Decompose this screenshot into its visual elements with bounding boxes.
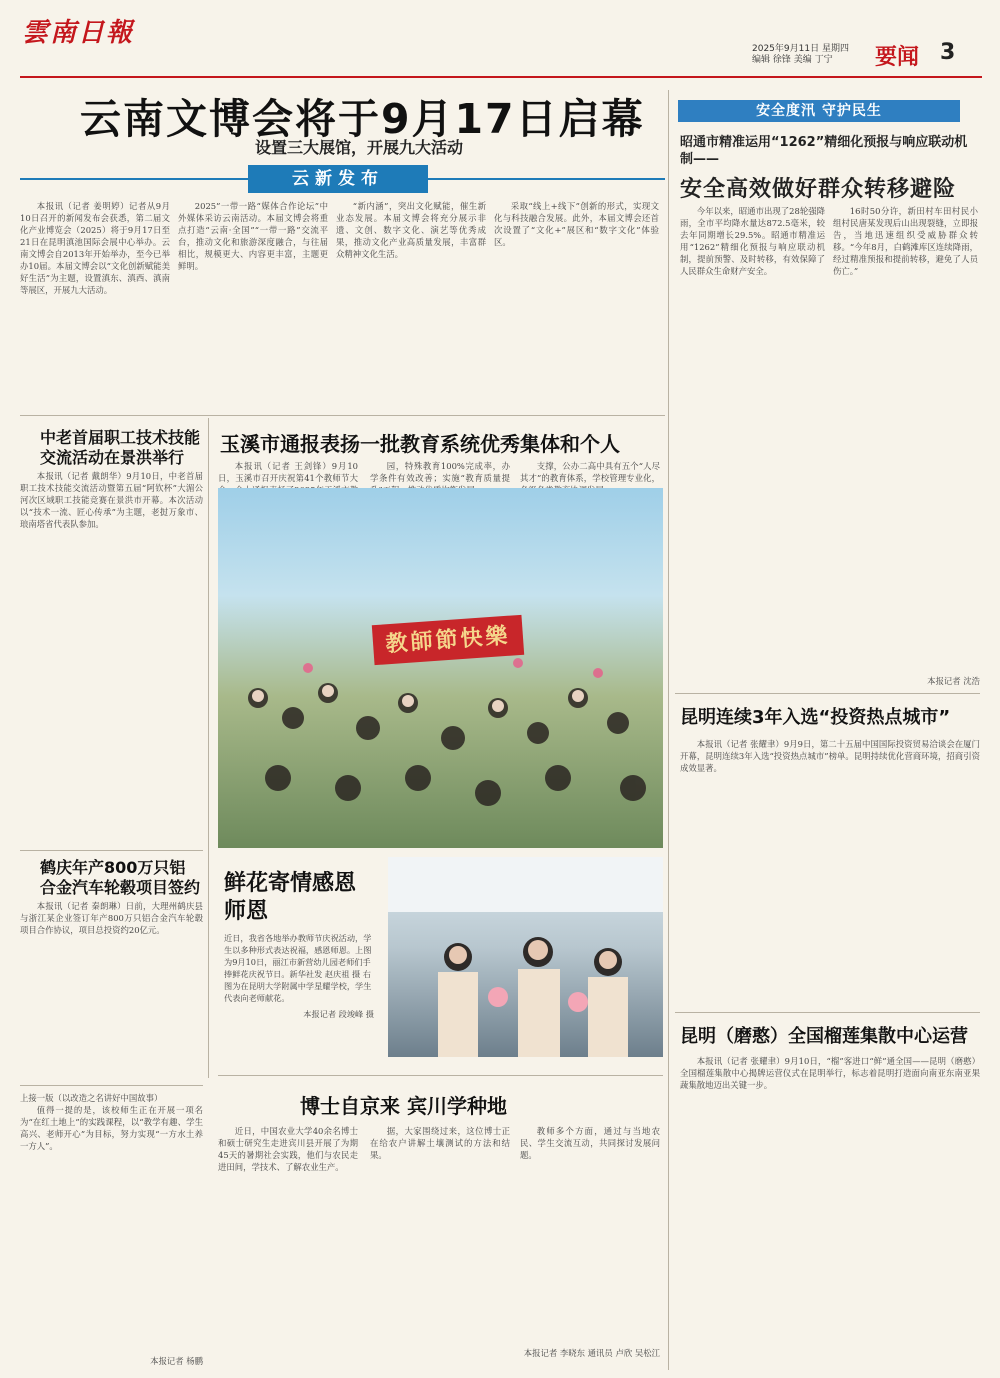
bottom-center-column-3: 教师多个方面，通过与当地农民、学生交流互动，共同探讨发展问题。 <box>520 1126 660 1160</box>
right-byline: 本报记者 沈浩 <box>927 676 980 686</box>
left-article-1-body: 本报讯（记者 戴朗华）9月10日，中老首届职工技术技能交流活动暨第五届“阿钦杯”大湄公河次区域职工技能竞赛在景洪市开幕。本次活动以“技术一流、匠心传承”为主题，老挝万象市、琅南塔省代表队参加。 <box>20 471 203 529</box>
ceremony-illustration <box>388 857 663 1057</box>
lead-subtitle: 设置三大展馆，开展九大活动 <box>255 138 464 157</box>
lead-title: 云南文博会将于9月17日启幕 <box>80 95 645 143</box>
masthead-rule <box>20 76 982 78</box>
right-bottom-title: 昆明（磨憨）全国榴莲集散中心运营 <box>680 1026 968 1047</box>
left-article-3-note: 上接一版（以改造之名讲好中国故事） <box>20 1093 163 1103</box>
photo-byline: 本报记者 段竣峰 摄 <box>303 1009 374 1019</box>
issue-date: 2025年9月11日 星期四 <box>752 44 849 54</box>
lead-column-3: “新内涵”，突出文化赋能，催生新业态发展。本届文博会将充分展示非遗、文创、数字文化、演艺等优秀成果，推动文化产业高质量发展，丰富群众精神文化生活。 <box>336 201 486 259</box>
left-article-1-title: 中老首届职工技术技能交流活动在景洪举行 <box>40 428 201 467</box>
mid-column-1: 本报讯（记者 王剑锋）9月10日，玉溪市召开庆祝第41个教师节大 <box>218 461 358 483</box>
issue-editor: 编辑 徐锋 美编 丁宁 <box>752 55 833 65</box>
bottom-center-title: 博士自京来 宾川学种地 <box>300 1094 507 1118</box>
page-number: 3 <box>940 40 956 65</box>
right-banner: 安全度汛 守护民生 <box>678 100 960 122</box>
right-mid-title: 昆明连续3年入选“投资热点城市” <box>680 707 951 728</box>
right-title: 安全高效做好群众转移避险 <box>680 177 957 202</box>
lead-column-1: 本报讯（记者 姜明婷）记者从9月10日召开的新闻发布会获悉，第二届文化产业博览会（2025）将于9月17日至21日在昆明滇池国际会展中心举办。云南文博会自2013年开始举办，至今已举办10届。本届文博会以“文化创新赋能美好生活”为主题，设置滇东、滇西、滇南等展区，开展九大活动。 <box>20 201 170 295</box>
photo-caption-text: 近日，我省各地举办教师节庆祝活动，学生以多种形式表达祝福，感恩师恩。上图为9月10日，丽江市新营幼儿园老师们手捧鲜花庆祝节日。新华社发 赵庆祖 摄 右图为在昆明大学附属中学星耀学校，学生代表向老师献花。 <box>224 933 372 1003</box>
left-article-3-byline: 本报记者 杨鹏 <box>150 1356 203 1366</box>
newspaper-logo: 雲南日報 <box>22 18 135 48</box>
bottom-center-rule <box>218 1075 663 1076</box>
lead-bottom-rule <box>20 415 665 416</box>
right-kicker: 昭通市精准运用“1262”精细化预报与响应联动机制—— <box>680 135 968 167</box>
right-column-2: 16时50分许，新田村车田村民小组村民唐某发现后山出现裂缝，立即报告，当地迅速组织受威胁群众转移。“今年8月，白鹤滩库区连续降雨，经过精准预报和提前转移，避免了人员伤亡。” <box>833 206 978 276</box>
mid-column-2: 园，特殊教育100%完成率，办学条件有效改善；实施“教育质量提 <box>370 461 510 483</box>
right-rule-2 <box>675 1012 980 1013</box>
mid-column-3: 支撑，公办二高中具有五个“人尽其才”的教育体系，学校管理专业化， <box>520 461 660 483</box>
ribbon-label: 云新发布 <box>248 165 428 193</box>
photo-caption <box>224 870 374 1058</box>
column-divider-left <box>208 418 209 1078</box>
section-name: 要闻 <box>875 45 920 70</box>
bottom-center-column-1: 近日，中国农业大学40余名博士和硕士研究生走进宾川县开展了为期45天的暑期社会实践，他们与农民走进田间，学技术、了解农业生产。 <box>218 1126 358 1172</box>
bottom-center-column-2: 据，大家围绕过来，这位博士正在给农户讲解土壤测试的方法和结果。 <box>370 1126 510 1160</box>
crowd-illustration <box>218 488 663 848</box>
right-column-1: 今年以来，昭通市出现了28轮强降雨，全市平均降水量达872.5毫米，较去年同期增长29.5%。昭通市精准运用“1262”精细化预报与响应联动机制，提前预警、及时转移，有效保障了人民群众生命财产安全。 <box>680 206 825 276</box>
issue-info <box>752 44 849 66</box>
right-rule-1 <box>675 693 980 694</box>
left-rule-2 <box>20 1085 203 1086</box>
school-ceremony-photo <box>388 857 663 1057</box>
lead-column-4: 采取“线上+线下”创新的形式，实现文化与科技融合发展。此外，本届文博会还首次设置了“文化+”展区和“数字文化”体验区。 <box>494 201 659 247</box>
left-rule-1 <box>20 850 203 851</box>
mid-title: 玉溪市通报表扬一批教育系统优秀集体和个人 <box>220 432 620 456</box>
right-mid-body: 本报讯（记者 张耀聿）9月9日，第二十五届中国国际投资贸易洽谈会在厦门开幕，昆明连续3年入选“投资热点城市”榜单。昆明持续优化营商环境，招商引资成效显著。 <box>680 739 980 773</box>
photo-caption-title: 鲜花寄情感恩师恩 <box>224 871 357 924</box>
teachers-day-photo <box>218 488 663 848</box>
bottom-center-byline: 本报记者 李晓东 通讯员 卢欣 吴松江 <box>523 1348 660 1358</box>
right-bottom-body: 本报讯（记者 张耀聿）9月10日，“榴”客进口“鲜”通全国——昆明（磨憨）全国榴莲集散中心揭牌运营仪式在昆明举行，标志着昆明打造面向南亚东南亚果蔬集散地迈出关键一步。 <box>680 1056 980 1090</box>
lead-column-2: 2025”一带一路“媒体合作论坛”中外媒体采访云南活动。本届文博会将重点打造“云南·全国”“一带一路”交流平台，推动文化和旅游深度融合，与往届相比，规模更大、内容更丰富，主题更鲜明。 <box>178 201 328 271</box>
left-article-2-title: 鹤庆年产800万只铝合金汽车轮毂项目签约 <box>40 858 201 897</box>
left-article-2-body: 本报讯（记者 秦朗琳）日前，大理州鹤庆县与浙江某企业签订年产800万只铝合金汽车轮毂项目合作协议，项目总投资约20亿元。 <box>20 901 203 935</box>
masthead <box>0 0 1000 70</box>
column-divider-right <box>668 90 669 1370</box>
teachers-day-banner: 教師節快樂 <box>372 615 524 665</box>
left-article-3-body: 上接一版（以改造之名讲好中国故事） 值得一提的是，该校师生正在开展一项名为“在红土地上”的实践课程，以“教学有趣、学生高兴、老师开心”为目标，努力实现“一方水土养一方人”。 <box>20 1093 203 1151</box>
